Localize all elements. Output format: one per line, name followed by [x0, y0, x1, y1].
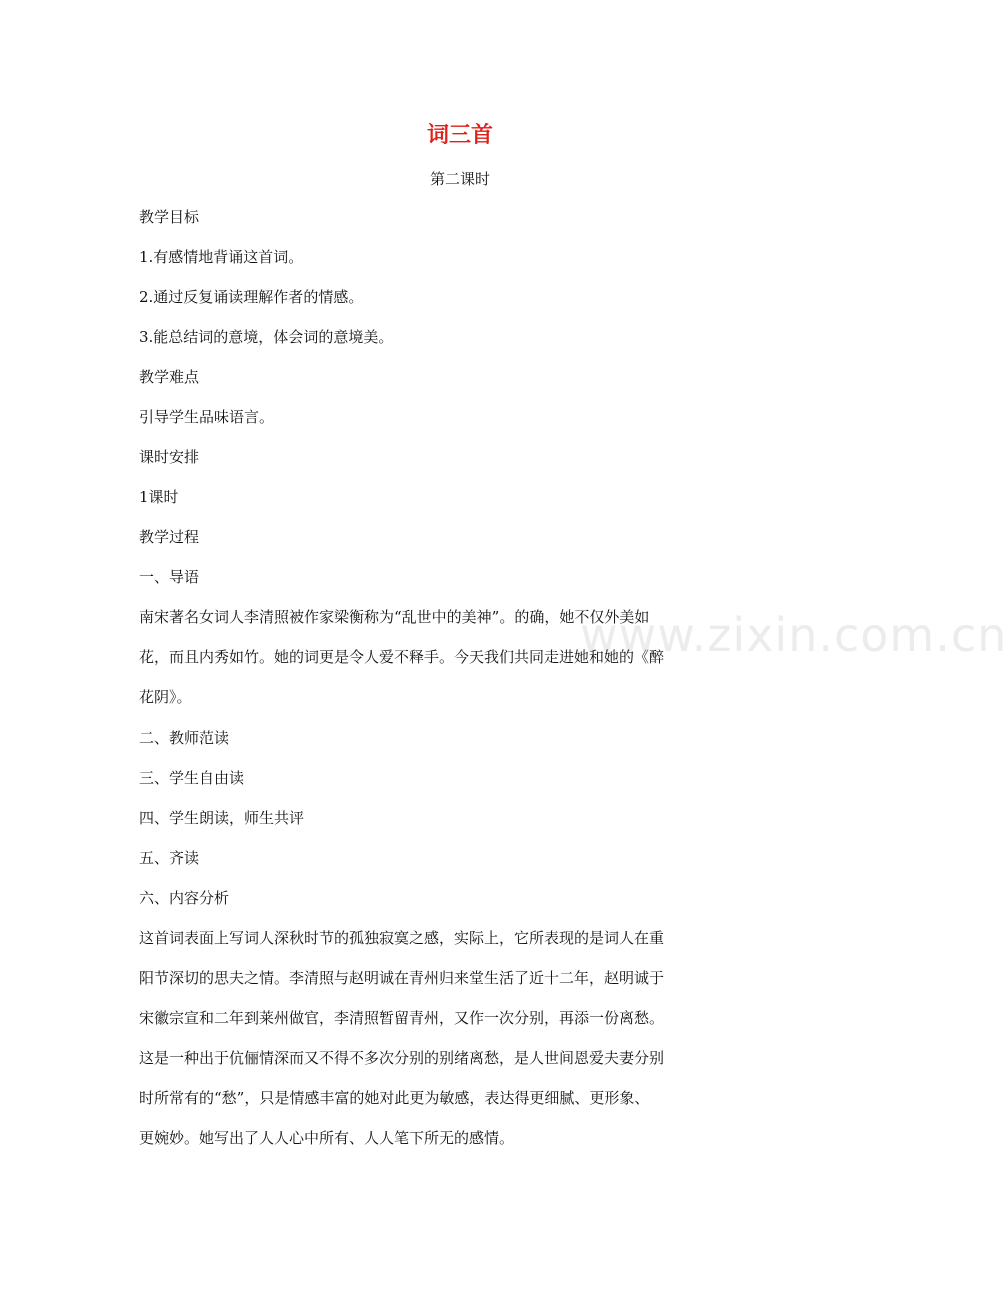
goal-item-2: 2.通过反复诵读理解作者的情感。: [139, 288, 364, 306]
intro-paragraph: [139, 597, 719, 717]
document-subtitle: 第二课时: [429, 170, 490, 188]
heading-schedule: 课时安排: [139, 448, 200, 466]
paragraph-line: 这首词表面上写词人深秋时节的孤独寂寞之感，实际上，它所表现的是词人在重: [139, 929, 665, 947]
schedule-text: 1课时: [139, 488, 179, 506]
paragraph-line: 这是一种出于伉俪情深而又不得不多次分别的别绪离愁，是人世间恩爱夫妻分别: [139, 1049, 665, 1067]
paragraph-line: 时所常有的“愁”，只是情感丰富的她对此更为敏感，表达得更细腻、更形象、: [139, 1089, 650, 1107]
step-reading-together: 五、齐读: [139, 849, 200, 867]
heading-teaching-difficulty: 教学难点: [139, 368, 200, 386]
paragraph-line: 花阴》。: [139, 688, 192, 706]
step-student-reading: 四、学生朗读，师生共评: [139, 809, 305, 827]
paragraph-line: 花，而且内秀如竹。她的词更是令人爱不释手。今天我们共同走进她和她的《醉: [139, 648, 665, 666]
document-title: 词三首: [426, 123, 493, 148]
step-content-analysis: 六、内容分析: [139, 889, 230, 907]
step-introduction: 一、导语: [139, 568, 200, 586]
watermark: www.zixin.com.cn: [580, 608, 1007, 662]
difficulty-text: 引导学生品味语言。: [139, 408, 275, 426]
analysis-paragraph: [139, 918, 719, 1158]
step-free-reading: 三、学生自由读: [139, 769, 245, 787]
heading-teaching-process: 教学过程: [139, 528, 200, 546]
goal-item-1: 1.有感情地背诵这首词。: [139, 248, 304, 266]
paragraph-line: 宋徽宗宣和二年到莱州做官，李清照暂留青州，又作一次分别，再添一份离愁。: [139, 1009, 665, 1027]
paragraph-line: 阳节深切的思夫之情。李清照与赵明诚在青州归来堂生活了近十二年，赵明诚于: [139, 969, 665, 987]
paragraph-line: 南宋著名女词人李清照被作家梁衡称为“乱世中的美神”。的确，她不仅外美如: [139, 608, 650, 626]
step-teacher-reading: 二、教师范读: [139, 729, 230, 747]
heading-teaching-goals: 教学目标: [139, 208, 200, 226]
goal-item-3: 3.能总结词的意境，体会词的意境美。: [139, 328, 394, 346]
paragraph-line: 更婉妙。她写出了人人心中所有、人人笔下所无的感情。: [139, 1129, 515, 1147]
